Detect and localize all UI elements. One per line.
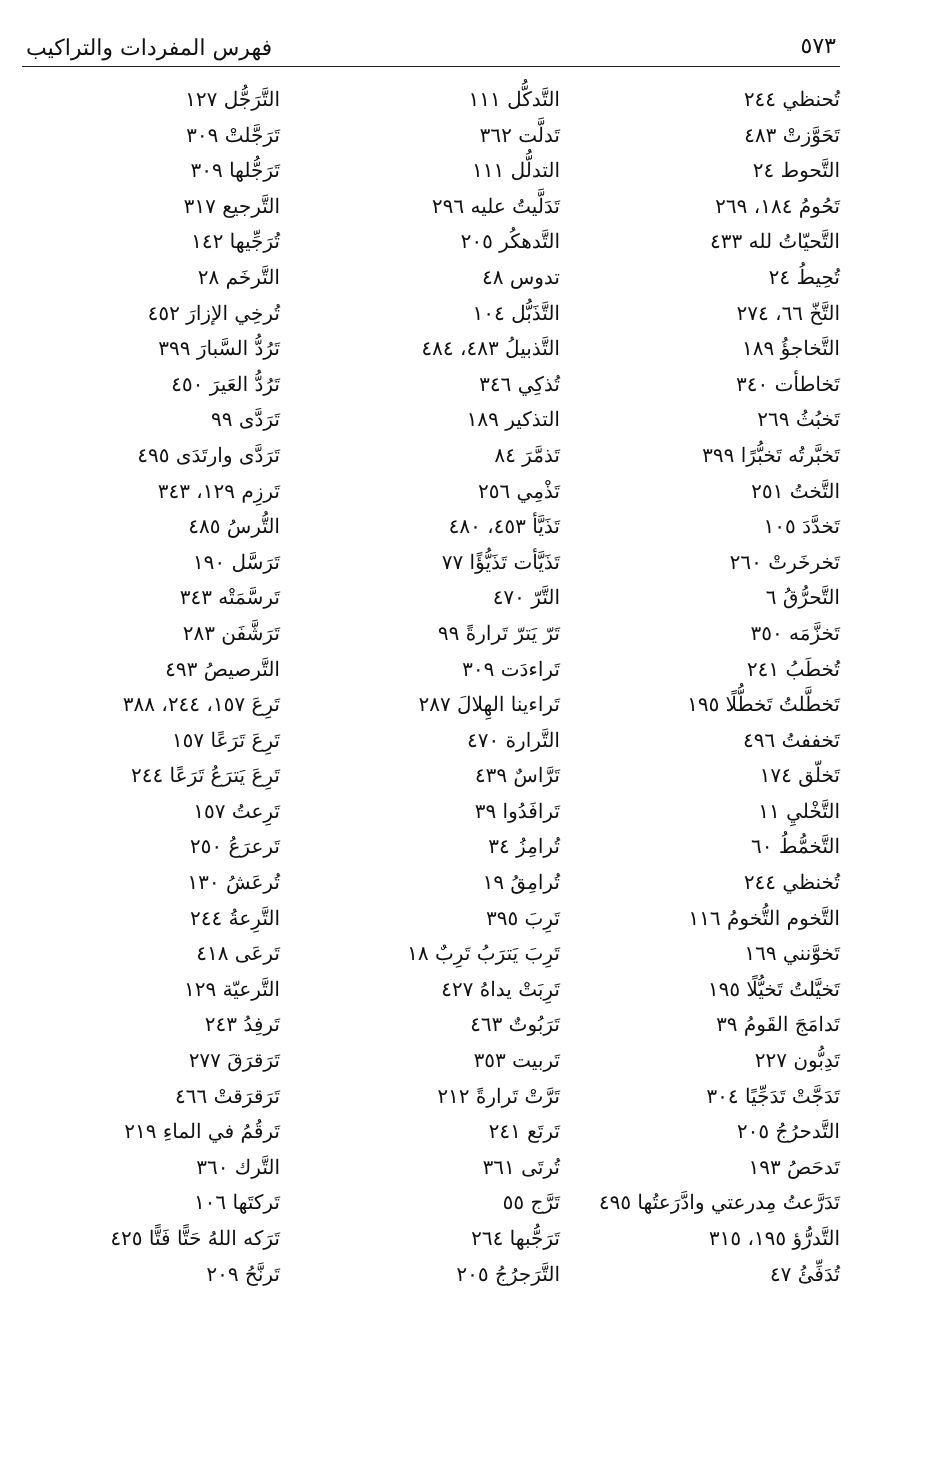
index-entry: تَخوَّنني ١٦٩	[744, 941, 840, 966]
index-entry: تَرُدُّ العَيرَ ٤٥٠	[171, 371, 280, 396]
index-entry: التَّرصيصُ ٤٩٣	[165, 656, 280, 681]
index-entry: تُرامِقُ ١٩	[482, 870, 560, 895]
index-entry: تُرامِزُ ٣٤	[488, 834, 560, 859]
index-entry: تَرِعَ ١٥٧، ٢٤٤، ٣٨٨	[122, 692, 280, 717]
index-entry: التَّدحرُجُ ٢٠٥	[736, 1119, 840, 1144]
index-entry: تَرَسَّل ١٩٠	[192, 549, 280, 574]
index-entry: تَرقُمُ في الماءِ ٢١٩	[124, 1119, 280, 1144]
index-entry: التَّذبيلُ ٤٨٣، ٤٨٤	[421, 336, 560, 361]
index-entry: التَّرك ٣٦٠	[196, 1154, 280, 1179]
index-entry: تَرِبَ ٣٩٥	[485, 905, 560, 930]
index-entry: تَذمَّرَ ٨٤	[494, 442, 560, 467]
index-entry: تَرِعَ تَرَعًا ١٥٧	[171, 727, 280, 752]
index-entry: تَرَّاسٌ ٤٣٩	[474, 763, 560, 788]
index-entry: تَحُومُ ١٨٤، ٢٦٩	[715, 193, 840, 218]
index-entry: تَرَدَّى ٩٩	[210, 407, 280, 432]
index-entry: التَّرِعةُ ٢٤٤	[190, 905, 280, 930]
index-entry: التَّرعيّة ١٢٩	[183, 976, 280, 1001]
index-column-3	[30, 82, 280, 1302]
index-entry: تَخلّق ١٧٤	[759, 763, 840, 788]
index-entry: تَدَجَّتْ تَدَجِّيًا ٣٠٤	[706, 1083, 840, 1108]
index-entry: تَذَيَّأت تَذَيُّؤًا ٧٧	[441, 549, 560, 574]
page-header	[22, 30, 840, 70]
index-entry: تَرسَّمَتْه ٣٤٣	[179, 585, 280, 610]
index-entry: تَرافَدُوا ٣٩	[474, 798, 560, 823]
index-entry: تَخبَّرتُه تَخبُّرًا ٣٩٩	[702, 442, 840, 467]
index-entry: التَّذَبُّل ١٠٤	[472, 300, 560, 325]
index-entry: تَرعَى ٤١٨	[196, 941, 280, 966]
index-entry: تَخاطأت ٣٤٠	[735, 371, 840, 396]
index-entry: التَّخْليِ ١١	[758, 798, 840, 823]
index-entry: التَّرَجُّل ١٢٧	[185, 87, 280, 111]
index-entry: تَرَجَّلتْ ٣٠٩	[186, 122, 280, 147]
index-entry: التدلُّل ١١١	[471, 158, 560, 183]
index-entry: تُحنظي ٢٤٤	[743, 87, 840, 111]
index-entry: تُرعَشُ ١٣٠	[187, 870, 280, 895]
page-number: ٥٧٣	[800, 34, 836, 59]
index-entry: تَرّ يَترّ تَرارةً ٩٩	[437, 620, 560, 645]
index-entry: تَراءينا الهِلالَ ٢٨٧	[418, 692, 560, 717]
index-entry: التَّرجيع ٣١٧	[183, 193, 280, 218]
index-entry: تَرِبَتْ يداهُ ٤٢٧	[441, 976, 560, 1001]
index-entry: تَرُدُّ السَّبارَ ٣٩٩	[158, 336, 280, 361]
index-entry: تَرَشَّفَن ٢٨٣	[182, 620, 280, 645]
index-entry: تَرَّج ٥٥	[502, 1190, 560, 1215]
index-entry: تَرَقرَقتْ ٤٦٦	[175, 1083, 280, 1108]
index-entry: تَدَرَّعتُ مِدرعتي وادَّرَعتُها ٤٩٥	[598, 1190, 840, 1215]
index-entry: تُذكِي ٣٤٦	[479, 371, 560, 396]
index-columns	[60, 82, 840, 1302]
index-entry: التَّخمُّطُ ٦٠	[751, 834, 840, 859]
index-entry: تَحَوَّزتْ ٤٨٣	[744, 122, 840, 147]
index-entry: تَرَكه اللهُ حَتًّا فَتًّا ٤٢٥	[110, 1226, 280, 1250]
index-entry: التُّرسُ ٤٨٥	[188, 514, 280, 539]
index-entry: تَذْمِي ٢٥٦	[477, 478, 560, 503]
index-entry: تَركتَها ١٠٦	[193, 1190, 280, 1215]
index-entry: التَّدكُّل ١١١	[468, 87, 560, 111]
index-entry: تَذَيَّأ ٤٥٣، ٤٨٠	[448, 514, 560, 539]
index-entry: تدوس ٤٨	[482, 264, 560, 289]
index-entry: تَرَبُوتٌ ٤٦٣	[470, 1012, 560, 1037]
index-entry: تَرَقرَقَ ٢٧٧	[188, 1048, 280, 1073]
running-title: فهرس المفردات والتراكيب	[26, 36, 273, 61]
index-entry: تَرعرَعُ ٢٥٠	[189, 834, 280, 859]
index-entry: تُرَجِّيها ١٤٢	[191, 229, 280, 254]
index-entry: تَرتَع ٢٤١	[488, 1119, 560, 1144]
index-entry: التَّحيّاتُ لله ٤٣٣	[710, 229, 840, 254]
index-entry: التَّدرُّؤ ١٩٥، ٣١٥	[708, 1226, 840, 1250]
index-entry: التذكير ١٨٩	[466, 407, 560, 432]
index-entry: تَربيت ٣٥٣	[473, 1048, 560, 1073]
index-entry: تَخزَّمَه ٣٥٠	[750, 620, 840, 645]
index-entry: تَخففتُ ٤٩٦	[743, 727, 840, 752]
index-entry: تَخرخَرتْ ٢٦٠	[729, 549, 840, 574]
index-entry: تَخيَّلتُ تَخيُّلًا ١٩٥	[707, 976, 840, 1001]
index-entry: التَّختُ ٢٥١	[751, 478, 840, 503]
index-entry: التَّخوم التُّخومُ ١١٦	[688, 905, 840, 930]
index-entry: تَدامَجَ القَومُ ٣٩	[716, 1012, 840, 1037]
index-entry: تَدِبُّون ٢٢٧	[754, 1048, 840, 1073]
index-entry: تَدحَصُ ١٩٣	[748, 1154, 840, 1179]
index-entry: تَدَلَّيتُ عليه ٢٩٦	[431, 193, 560, 218]
index-entry: تَرفِدُ ٢٤٣	[204, 1012, 280, 1037]
index-entry: تَرِعَ يَترَعُ تَرَعًا ٢٤٤	[130, 763, 280, 788]
index-entry: تَراءدَت ٣٠٩	[462, 656, 560, 681]
index-entry: تَخبُثُ ٢٦٩	[757, 407, 840, 432]
index-entry: التَّخّ ٦٦، ٢٧٤	[736, 300, 840, 325]
index-entry: تَرِعتُ ١٥٧	[193, 798, 280, 823]
index-entry: التَّحوط ٢٤	[752, 158, 840, 183]
index-entry: تَرَجُّبها ٢٦٤	[471, 1226, 560, 1250]
index-entry: تُرتَى ٣٦١	[482, 1154, 560, 1179]
index-column-2	[310, 82, 560, 1302]
index-entry: التَّرّ ٤٧٠	[492, 585, 560, 610]
index-entry: تَخدَّدَ ١٠٥	[763, 514, 840, 539]
index-entry: التَّحرُّقُ ٦	[765, 585, 840, 610]
index-entry: التَّخاجؤُ ١٨٩	[742, 336, 840, 361]
index-entry: تَرنَّحُ ٢٠٩	[206, 1261, 280, 1286]
index-entry: التَّدهكُر ٢٠٥	[460, 229, 560, 254]
index-entry: التَّرخَم ٢٨	[197, 264, 280, 289]
index-entry: تُخنظي ٢٤٤	[743, 870, 840, 895]
index-entry: تَخطَّلتُ تَخطُّلًا ١٩٥	[687, 692, 840, 717]
index-entry: تُدَفِّئُ ٤٧	[769, 1261, 840, 1286]
index-entry: تُحِيطُ ٢٤	[768, 264, 840, 289]
index-entry: التَّرَجرُجُ ٢٠٥	[456, 1261, 560, 1286]
index-entry: تُخطَبُ ٢٤١	[746, 656, 840, 681]
index-column-1	[590, 82, 840, 1302]
index-entry: تَرِبَ يَترَبُ تَرِبٌ ١٨	[407, 941, 560, 966]
index-entry: تَرزِم ١٢٩، ٣٤٣	[157, 478, 280, 503]
index-entry: تَرَّتْ تَرارةً ٢١٢	[437, 1083, 560, 1108]
index-entry: تَرَجُّلها ٣٠٩	[190, 158, 280, 183]
index-entry: تَدلَّت ٣٦٢	[479, 122, 560, 147]
index-entry: تَرَدَّى وارتَدَى ٤٩٥	[137, 442, 280, 467]
index-entry: تُرخِي الإزارَ ٤٥٢	[147, 300, 280, 325]
header-rule	[22, 66, 840, 67]
index-entry: التَّرارة ٤٧٠	[466, 727, 560, 752]
